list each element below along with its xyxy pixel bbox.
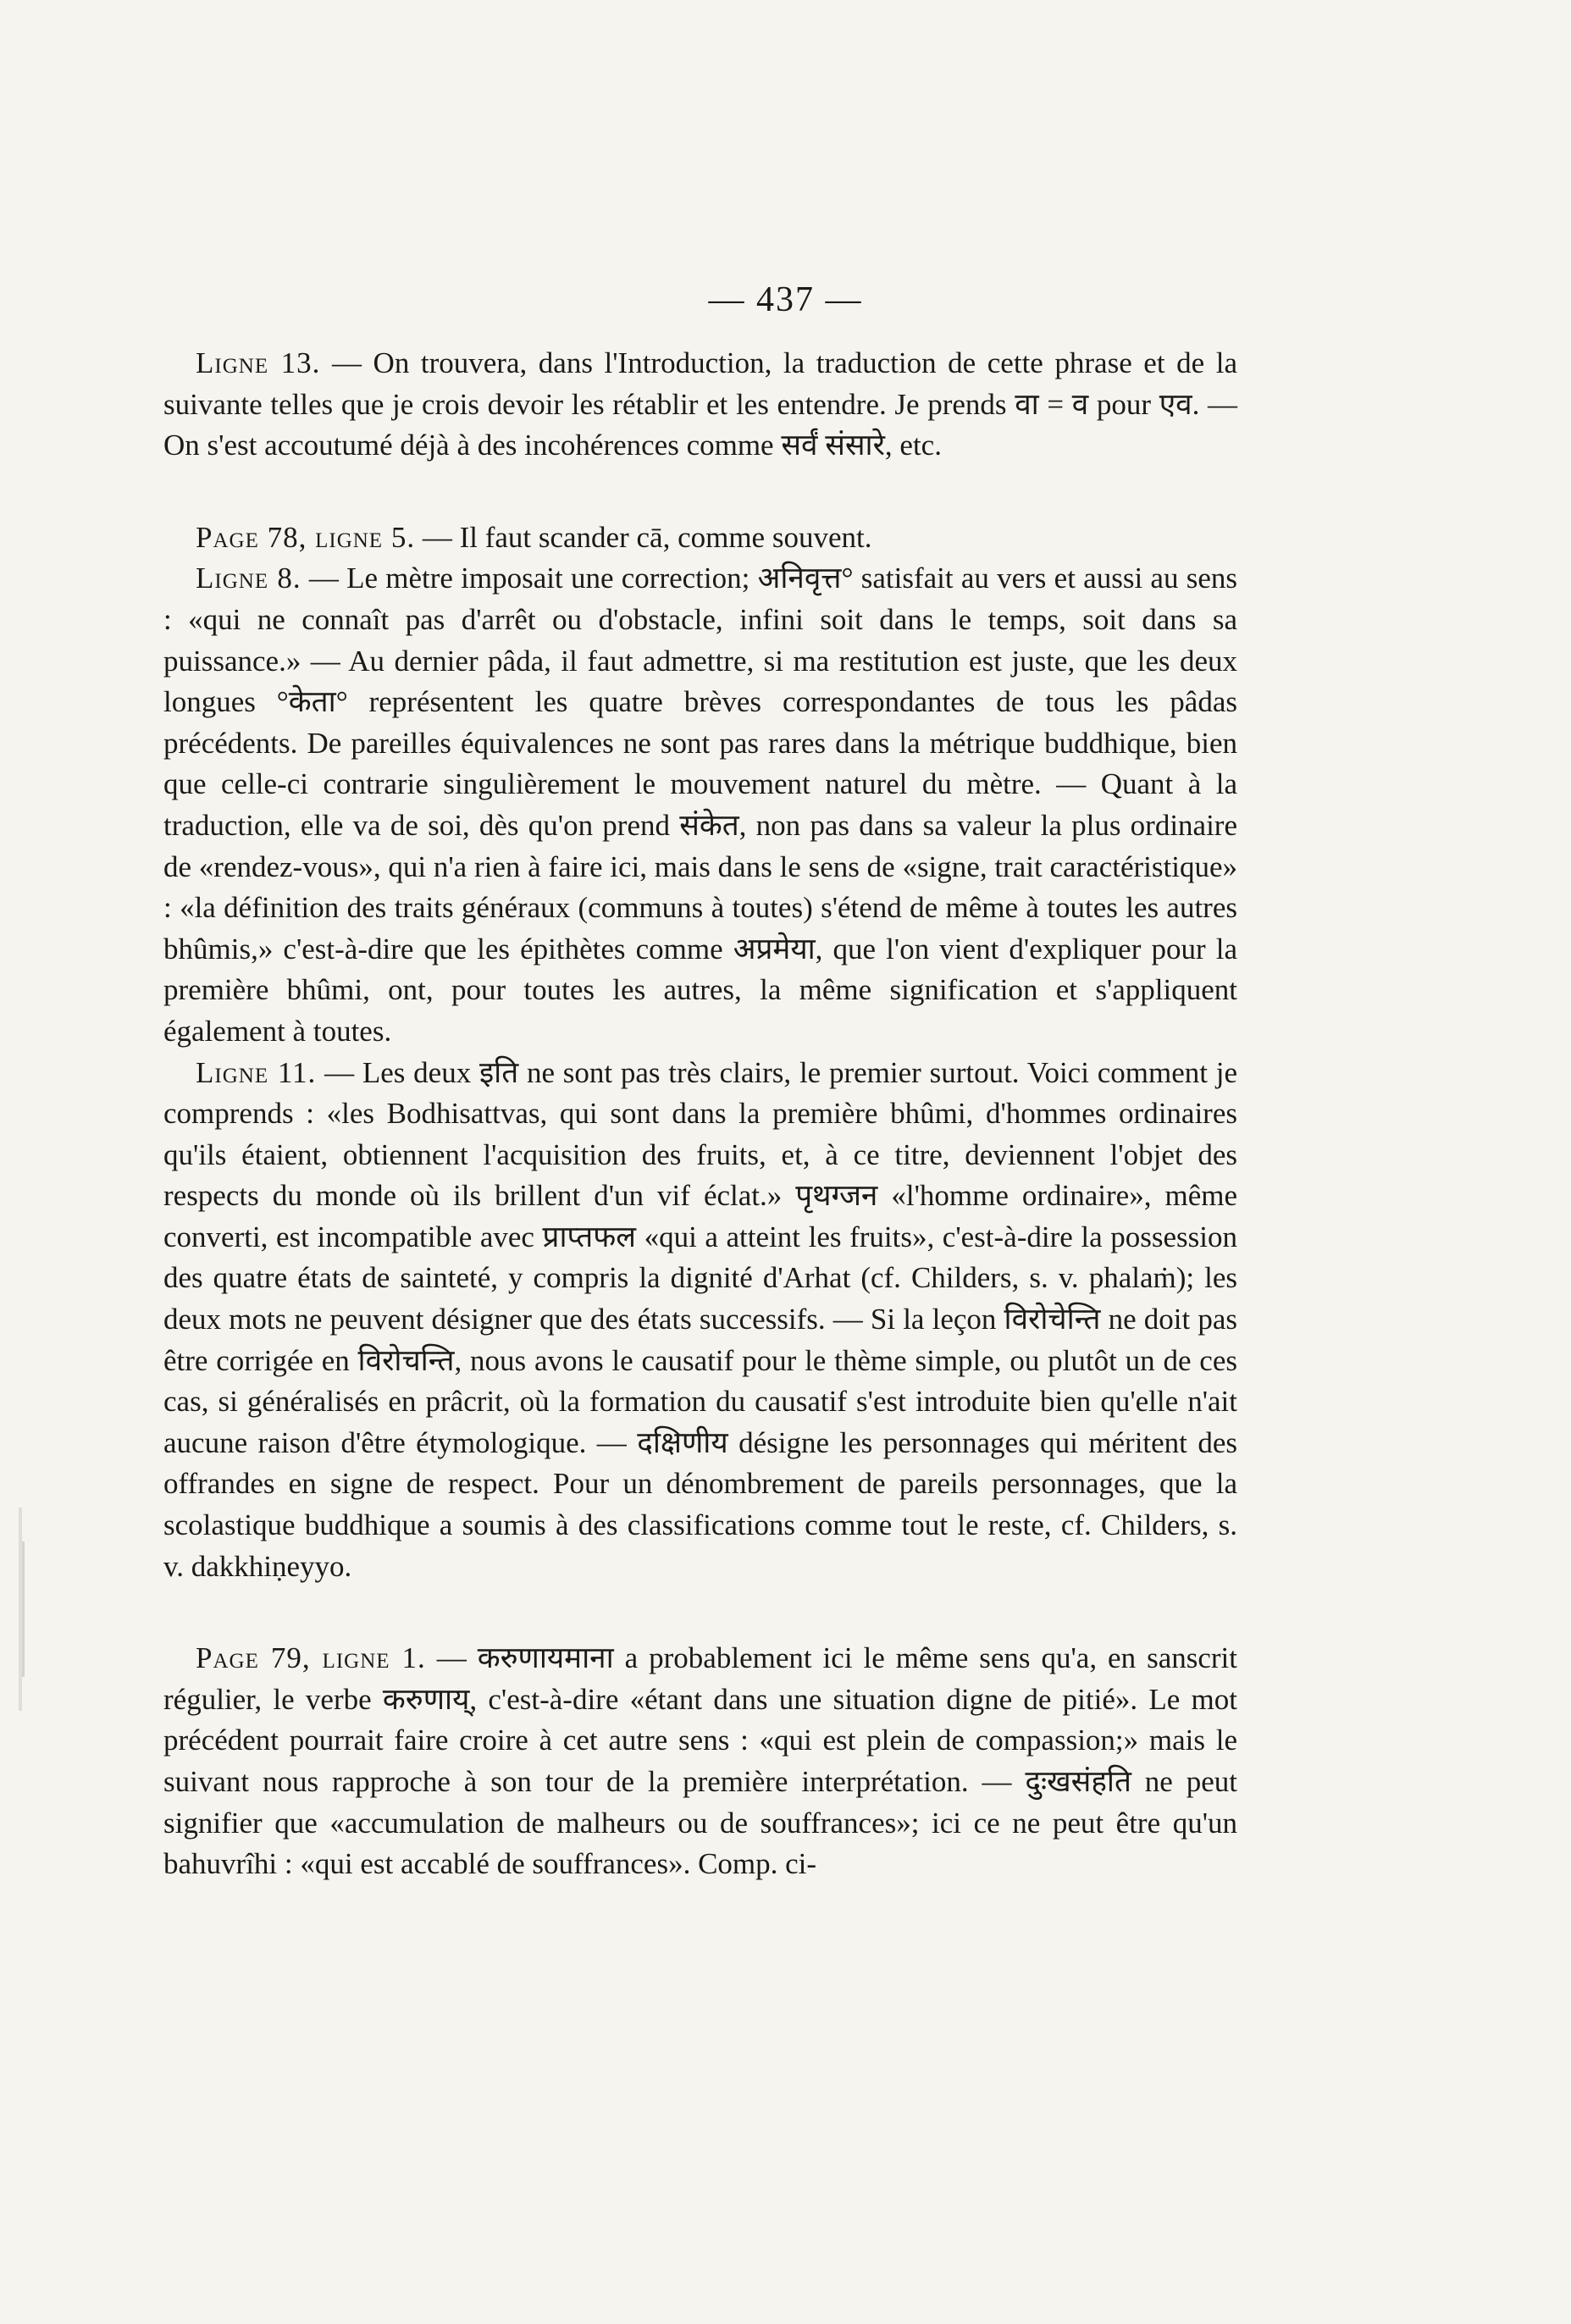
note-body: — Il faut scander cā, comme souvent.	[415, 520, 872, 554]
note-reference: Ligne 11.	[196, 1055, 317, 1089]
note-reference: Page 78, ligne 5.	[196, 520, 416, 554]
note-ligne-13	[163, 343, 1237, 467]
note-reference: Ligne 8.	[196, 562, 301, 595]
note-ligne-8	[163, 558, 1237, 1052]
section-gap	[163, 467, 1237, 517]
section-gap	[163, 1587, 1237, 1638]
note-body: — On trouvera, dans l'Introduction, la traduction de cette phrase et de la suivante telles que je crois devoir les rétablir et les entendre. Je prends वा = व pour एव. — On s'est accoutumé déjà à des incohérences comme सर्वं संसारे, etc.	[163, 346, 1237, 462]
scan-margin-specks	[12, 1508, 32, 1711]
note-page-78-ligne-5	[163, 517, 1237, 559]
note-body: — करुणायमाना a probablement ici le même sens qu'a, en sanscrit régulier, le verbe करुणाय्, c'est-à-dire «étant dans une situation digne de pitié». Le mot précédent pourrait faire croire à cet autre sens : «qui est plein de compassion;» mais le suivant nous rapproche à son tour de la première interprétation. — दुःखसंहति ne peut signifier que «accumulation de malheurs ou de souffrances»; ici ce ne peut être qu'un bahuvrîhi : «qui est accablé de souffrances». Comp. ci-	[163, 1641, 1237, 1881]
note-reference: Page 79, ligne 1.	[196, 1641, 426, 1675]
note-body: — Le mètre imposait une correction; अनिवृत्त° satisfait au vers et aussi au sens : «qui ne connaît pas d'arrêt ou d'obstacle, infini soit dans le temps, soit dans sa puissance.» — Au dernier pâda, il faut admettre, si ma restitution est juste, que les deux longues °केता° représentent les quatre brèves correspondantes de tous les pâdas précédents. De pareilles équivalences ne sont pas rares dans la métrique buddhique, bien que celle-ci contrarie singulièrement le mouvement naturel du mètre. — Quant à la traduction, elle va de soi, dès qu'on prend संकेत, non pas dans sa valeur la plus ordinaire de «rendez-vous», qui n'a rien à faire ici, mais dans le sens de «signe, trait caractéristique» : «la définition des traits généraux (communs à toutes) s'étend de même à toutes les autres bhûmis,» c'est-à-dire que les épithètes comme अप्रमेया, que l'on vient d'expliquer pour la première bhûmi, ont, pour toutes les autres, la même signification et s'appliquent également à toutes.	[163, 562, 1237, 1048]
note-page-79-ligne-1	[163, 1638, 1237, 1885]
note-body: — Les deux इति ne sont pas très clairs, le premier surtout. Voici comment je comprends : «les Bodhisattvas, qui sont dans la première bhûmi, d'hommes ordinaires qu'ils étaient, obtiennent l'acquisition des fruits, et, à ce titre, deviennent l'objet des respects du monde où ils brillent d'un vif éclat.» पृथग्जन «l'homme ordinaire», même converti, est incompatible avec प्राप्तफल «qui a atteint les fruits», c'est-à-dire la possession des quatre états de sainteté, y compris la dignité d'Arhat (cf. Childers, s. v. phalaṁ); les deux mots ne peuvent désigner que des états successifs. — Si la leçon विरोचेन्ति ne doit pas être corrigée en विरोचन्ति, nous avons le causatif pour le thème simple, ou plutôt un de ces cas, si généralisés en prâcrit, où la formation du causatif s'est introduite bien qu'elle n'ait aucune raison d'être étymologique. — दक्षिणीय désigne les personnages qui méritent des offrandes en signe de respect. Pour un dénombrement de pareils personnages, que la scolastique buddhique a soumis à des classifications comme tout le reste, cf. Childers, s. v. dakkhiṇeyyo.	[163, 1055, 1237, 1583]
note-ligne-11	[163, 1053, 1237, 1588]
commentary-text	[163, 343, 1237, 1885]
page-number: — 437 —	[708, 280, 863, 319]
note-reference: Ligne 13.	[196, 346, 321, 379]
